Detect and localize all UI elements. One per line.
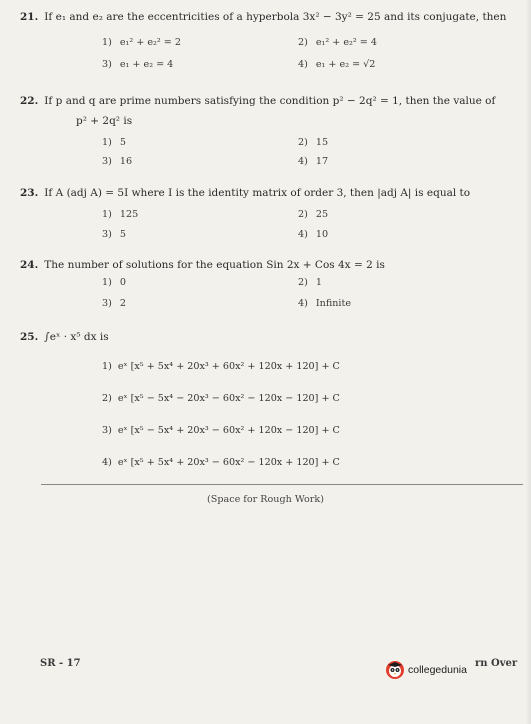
question-number: 21.: [20, 11, 39, 23]
option-25-4: 4) eˣ [x⁵ + 5x⁴ + 20x³ − 60x² − 120x + 120] + C: [102, 457, 340, 468]
option-23-3: 3) 5: [102, 229, 126, 240]
turn-over-label: rn Over: [475, 658, 518, 669]
page-edge-shadow: [525, 0, 531, 724]
rough-work-label: (Space for Rough Work): [207, 494, 324, 505]
question-22: [20, 94, 521, 108]
option-24-3: 3) 2: [102, 298, 126, 309]
question-23: [20, 186, 521, 200]
option-23-4: 4) 10: [298, 229, 329, 240]
question-25: [20, 330, 521, 344]
question-text: If p and q are prime numbers satisfying the condition p² − 2q² = 1, then the value of: [44, 95, 496, 107]
page-code: SR - 17: [40, 658, 81, 669]
option-22-4: 4) 17: [298, 156, 329, 167]
option-21-1: 1) e₁² + e₂² = 2: [102, 37, 181, 48]
question-number: 25.: [20, 331, 39, 343]
option-24-1: 1) 0: [102, 277, 126, 288]
option-22-2: 2) 15: [298, 137, 329, 148]
option-25-1: 1) eˣ [x⁵ + 5x⁴ + 20x³ + 60x² + 120x + 120] + C: [102, 361, 340, 372]
question-number: 23.: [20, 187, 39, 199]
question-text: The number of solutions for the equation Sin 2x + Cos 4x = 2 is: [44, 259, 385, 271]
owl-logo-icon: [385, 660, 405, 680]
question-text: If e₁ and e₂ are the eccentricities of a hyperbola 3x² − 3y² = 25 and its conjugate, then: [44, 11, 507, 23]
divider: [41, 484, 523, 485]
option-21-2: 2) e₁² + e₂² = 4: [298, 37, 377, 48]
option-24-4: 4) Infinite: [298, 298, 352, 309]
option-23-2: 2) 25: [298, 209, 329, 220]
option-23-1: 1) 125: [102, 209, 139, 220]
option-24-2: 2) 1: [298, 277, 322, 288]
question-number: 22.: [20, 95, 39, 107]
question-text: If A (adj A) = 5I where I is the identity matrix of order 3, then |adj A| is equal to: [44, 187, 471, 199]
logo-text: collegedunia: [408, 664, 467, 676]
option-21-3: 3) e₁ + e₂ = 4: [102, 59, 174, 70]
option-21-4: 4) e₁ + e₂ = √2: [298, 59, 376, 70]
option-22-3: 3) 16: [102, 156, 133, 167]
option-22-1: 1) 5: [102, 137, 126, 148]
collegedunia-logo: [385, 660, 467, 680]
option-25-3: 3) eˣ [x⁵ − 5x⁴ + 20x³ − 60x² + 120x − 120] + C: [102, 425, 340, 436]
question-22-line2: p² + 2q² is: [76, 115, 133, 127]
question-text: ∫eˣ · x⁵ dx is: [44, 331, 109, 343]
question-24: [20, 258, 521, 272]
option-25-2: 2) eˣ [x⁵ − 5x⁴ − 20x³ − 60x² − 120x − 120] + C: [102, 393, 340, 404]
question-number: 24.: [20, 259, 39, 271]
question-21: [20, 10, 521, 24]
